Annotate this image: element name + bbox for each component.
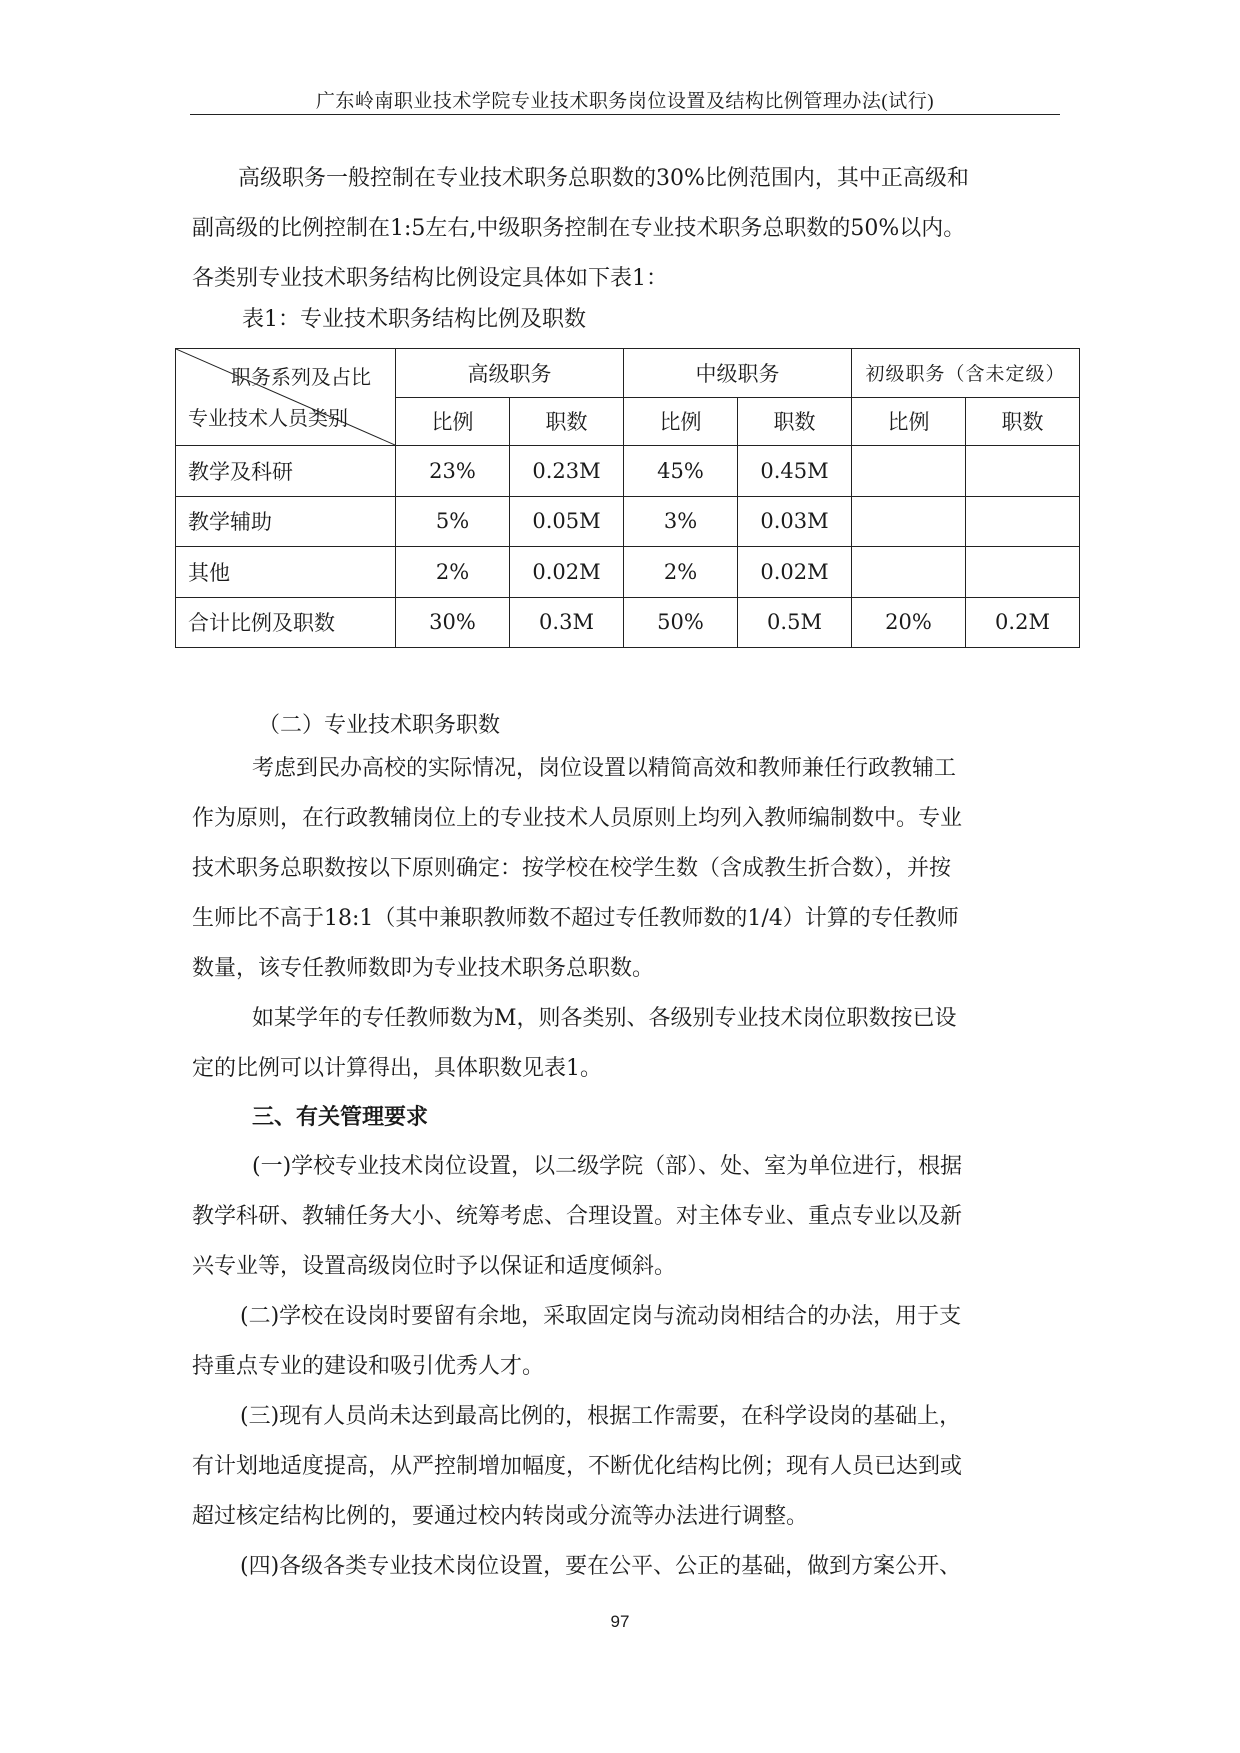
row-label: 教学及科研 [176, 446, 396, 497]
table-cell: 2% [624, 547, 738, 598]
table-cell [966, 547, 1080, 598]
table-cell: 0.2M [966, 597, 1080, 648]
table-cell: 0.3M [510, 597, 624, 648]
text-line: (三)现有人员尚未达到最高比例的，根据工作需要，在科学设岗的基础上， [240, 1404, 962, 1429]
table-cell [852, 496, 966, 547]
text-line: 有计划地适度提高，从严控制增加幅度，不断优化结构比例；现有人员已达到或 [192, 1454, 963, 1479]
subheader-cell: 比例 [852, 397, 966, 446]
subheader-cell: 职数 [738, 397, 852, 446]
table-cell: 23% [396, 446, 510, 497]
intro-paragraph [192, 154, 1060, 304]
requirement-item-3 [192, 1392, 1060, 1542]
row-label: 其他 [176, 547, 396, 598]
section-3-heading: 三、有关管理要求 [252, 1105, 429, 1130]
subheader-cell: 比例 [624, 397, 738, 446]
table-cell: 30% [396, 597, 510, 648]
table-cell: 0.5M [738, 597, 852, 648]
header-rule [190, 114, 1060, 115]
text-line: 持重点专业的建设和吸引优秀人才。 [192, 1354, 545, 1379]
page-number: 97 [610, 1612, 630, 1631]
group-header-senior: 高级职务 [396, 349, 624, 398]
text-line: (四)各级各类专业技术岗位设置，要在公平、公正的基础，做到方案公开、 [240, 1554, 962, 1579]
corner-top-label: 职务系列及占比 [231, 365, 371, 389]
group-header-intermediate: 中级职务 [624, 349, 852, 398]
text-line: 教学科研、教辅任务大小、统筹考虑、合理设置。对主体专业、重点专业以及新 [192, 1204, 963, 1229]
table-cell [966, 446, 1080, 497]
running-header: 广东岭南职业技术学院专业技术职务岗位设置及结构比例管理办法(试行) [315, 91, 935, 112]
requirement-item-1 [192, 1142, 1060, 1292]
table-cell: 0.02M [738, 547, 852, 598]
text-line: 技术职务总职数按以下原则确定：按学校在校学生数（含成教生折合数），并按 [192, 856, 952, 881]
table-cell: 5% [396, 496, 510, 547]
text-line: 高级职务一般控制在专业技术职务总职数的30%比例范围内，其中正高级和 [238, 166, 969, 191]
table-cell: 0.02M [510, 547, 624, 598]
table-cell: 2% [396, 547, 510, 598]
table-cell [852, 547, 966, 598]
table-cell: 0.03M [738, 496, 852, 547]
text-line: 如某学年的专任教师数为M，则各类别、各级别专业技术岗位职数按已设 [252, 1006, 957, 1031]
text-line: 考虑到民办高校的实际情况，岗位设置以精简高效和教师兼任行政教辅工 [252, 756, 957, 781]
text-line: (二)学校在设岗时要留有余地，采取固定岗与流动岗相结合的办法，用于支 [240, 1304, 962, 1329]
subheader-cell: 职数 [966, 397, 1080, 446]
corner-bottom-label: 专业技术人员类别 [188, 406, 348, 430]
text-line: 定的比例可以计算得出，具体职数见表1。 [192, 1056, 602, 1081]
table-cell: 20% [852, 597, 966, 648]
table-cell [852, 446, 966, 497]
table-cell: 45% [624, 446, 738, 497]
ratio-table [175, 348, 1080, 648]
table-caption: 表1：专业技术职务结构比例及职数 [242, 307, 586, 332]
text-line: 数量，该专任教师数即为专业技术职务总职数。 [192, 956, 655, 981]
table-cell: 3% [624, 496, 738, 547]
table-row [176, 446, 1080, 497]
table-cell: 0.23M [510, 446, 624, 497]
table-cell: 0.45M [738, 446, 852, 497]
table-cell: 50% [624, 597, 738, 648]
table-corner-cell [176, 349, 396, 446]
text-line: 超过核定结构比例的，要通过校内转岗或分流等办法进行调整。 [192, 1504, 809, 1529]
requirement-item-4 [192, 1542, 1060, 1592]
table-row [176, 496, 1080, 547]
table-row [176, 547, 1080, 598]
text-line: 副高级的比例控制在1:5左右,中级职务控制在专业技术职务总职数的50%以内。 [192, 216, 966, 241]
section-2-title: （二）专业技术职务职数 [258, 713, 501, 738]
group-header-junior: 初级职务（含未定级） [852, 349, 1080, 398]
section-2-paragraph-2 [192, 994, 1060, 1094]
table-row [176, 597, 1080, 648]
text-line: (一)学校专业技术岗位设置，以二级学院（部）、处、室为单位进行，根据 [252, 1154, 963, 1179]
text-line: 作为原则，在行政教辅岗位上的专业技术人员原则上均列入教师编制数中。专业 [192, 806, 963, 831]
subheader-cell: 职数 [510, 397, 624, 446]
text-line: 兴专业等，设置高级岗位时予以保证和适度倾斜。 [192, 1254, 677, 1279]
row-label: 教学辅助 [176, 496, 396, 547]
text-line: 生师比不高于18:1（其中兼职教师数不超过专任教师数的1/4）计算的专任教师 [192, 906, 959, 931]
requirement-item-2 [192, 1292, 1060, 1392]
table-cell [966, 496, 1080, 547]
text-line: 各类别专业技术职务结构比例设定具体如下表1： [192, 266, 668, 291]
section-2-paragraph-1 [192, 744, 1060, 994]
row-label: 合计比例及职数 [176, 597, 396, 648]
subheader-cell: 比例 [396, 397, 510, 446]
table-cell: 0.05M [510, 496, 624, 547]
